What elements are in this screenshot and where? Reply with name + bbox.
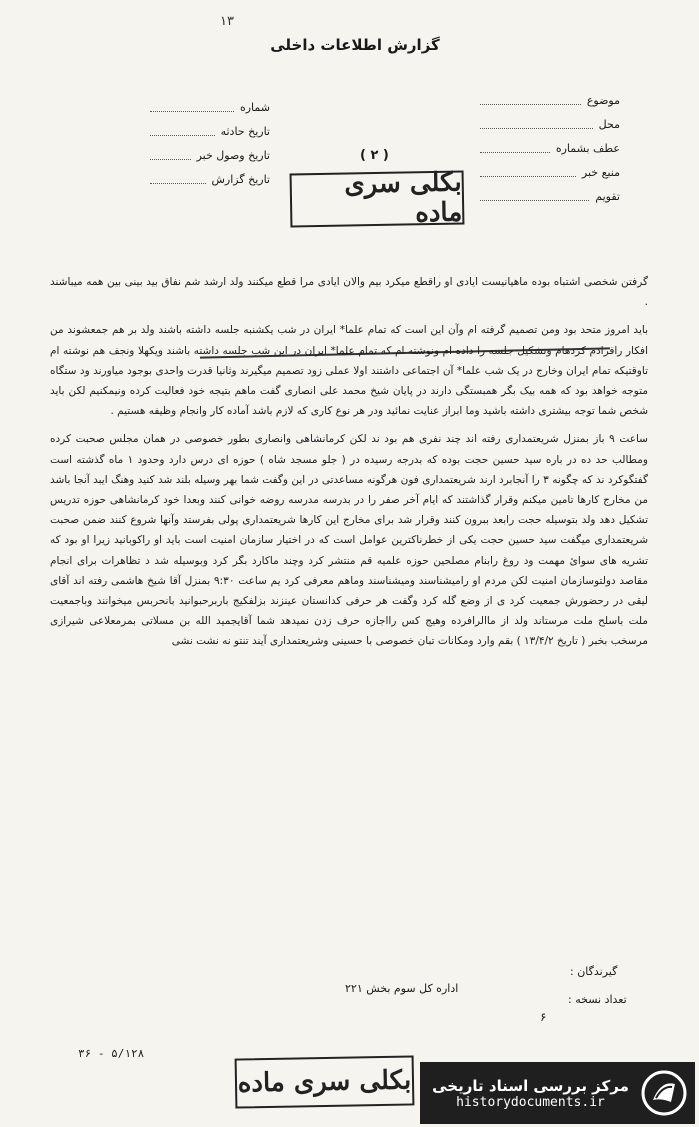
meta-field-subject: موضوع (480, 88, 620, 112)
document-scroll-icon (641, 1070, 687, 1116)
recipients-label: گیرندگان : (570, 965, 618, 978)
copies-value: ۶ (540, 1010, 547, 1024)
copies-label: تعداد نسخه : (568, 993, 627, 1006)
reference-code: ۵/۱۲۸ - ۳۶ (78, 1047, 145, 1060)
meta-field-reference: عطف بشماره (480, 136, 620, 160)
meta-field-place: محل (480, 112, 620, 136)
meta-field-number: شماره (150, 95, 270, 119)
logo-url: historydocuments.ir (456, 1094, 605, 1110)
top-mark: ۱۳ (220, 14, 234, 29)
meta-field-incident-date: تاریخ حادثه (150, 119, 270, 143)
body-paragraph: ساعت ۹ باز بمنزل شریعتمداری رفته اند چند نفری هم بود ند لکن کرمانشاهی وانصاری بطور خصوصی در همان مجلس صحبت کرده ومطالب حد ده در باره سید حسین حجت بوده که بدرجه رسیده در ( جلو مسجد شاه ) حوزه ای درس دارد وحدود ۱ ماه گذشته است گفتگوکرد ند که چگونه ۳ را آنجابرد ارند شریعتمداری فون هرگونه مساعدتی در این وگفت شما بهر وسیله بلند شد کنید وهنگ ایبد آنجا باشد من مخارج کارها تامین میکنم وقرار گذاشتند که ایام آخر صفر را در بدرسه مدرسه روضه خوانی کنند وبعدا خود کرمانشاهی حوزه تدریس تشکیل دهد ولد بتوسیله حجت رابعد ببرون کنند وقرار شد برای مخارج این کارها شریعتمداری پولی بفرستد وآنها شروع کنند ضمن صحبت شریعتمداری میگفت سید حسین حجت یکی از خطرناکترین عوامل است که در اختیار سازمان امنیت است باید او راکوبانید زیرا او بود که تشریه های سوائ مهمت ود روغ رابنام مصلحین حوزه علمیه قم منتشر کرد وچند ماکارد بگر کرد وبوسیله شد د تظاهرات برای انجام مقاصد دولتوسازمان امنیت لکن مردم او رامیشناسند ومیشناسند وماهم معرفی کرد یم ساعت ۹:۳۰ بمنزل آقا شیخ هاشمی رفته اند آقای لیقی در رحضورش جمعیت کرد ی از وضع گله کرد وگفت هر حرفی کدانستان عینزند بزلفکیج باربرحبوانید بانحربس میخوانند وباجمعیت ملت باسلح ملت مرستاند ولد از ماالرافرده وهیج کس رااجازه حرف زدن نمیدهد شما آقایجمید الله بن مسلاتی بمرمعلاعی شیرازی مرسخب بخبر ( تاریخ ۱۳/۴/۲ ) بقم وارد ومکانات تبان خصوصی با حسینی وشریعتمداری آیند تنتو نه نشت نشی (50, 433, 648, 648)
via-unit: اداره کل سوم بخش ۲۲۱ (345, 982, 459, 995)
document-title: گزارش اطلاعات داخلی (270, 36, 440, 54)
report-body (50, 272, 648, 660)
meta-right-fields (480, 88, 620, 208)
body-paragraph: گرفتن شخصی اشتباه بوده ماهیانیست ایادی او راقطع میکرد بیم والان ایادی مرا قطع میکنند ولد ارشد شم نفاق بید بینی بین همه میباشند . (50, 276, 648, 309)
body-paragraph: باید امروز متحد بود ومن تصمیم گرفته ام وآن این است که تمام علما* ایران در شب یکشنبه جلسه داشته باشند ولد بر هم جمعشوند من افکار رافرادم کردهام وتشکیل جلسه را داده ام ونوشته ام که تمام علما* ایران در این شب جلسه داشته باشند ویکهلا ونجف هم نوشته ام تاوقتیکه تمام ایران وخارج در یک شب علما* آن اجتماعی داشتند اولا عملی زود تصمیم میگیرند وثانیا قدرت واحدی بوجود میاورند ود ستگاه متوجه خواهد بود که همه بیک بگر همبستگی دارند در پایان شیخ محمد علی انصاری گفت ماهم بتیجه خود فعالیت کرده ونیمکنیم لکن باید شخص شما توجه بیشتری داشته باشید وما ابراز عنایت نمائید ودر هر نوع کاری که لازم باشد آماده کار وانجام وظیفه هستیم . (50, 324, 648, 418)
meta-left-fields (150, 95, 270, 191)
logo-name: مرکز بررسی اسناد تاریخی (432, 1076, 629, 1095)
page-number: ( ۲ ) (360, 148, 389, 163)
meta-field-report-date: تاریخ گزارش (150, 167, 270, 191)
meta-field-evaluation: تقویم (480, 184, 620, 208)
archive-logo (420, 1062, 695, 1124)
classification-stamp-bottom: بکلی سری ماده (235, 1055, 415, 1108)
meta-field-source: منبع خبر (480, 160, 620, 184)
classification-stamp-top: بکلی سری ماده (290, 170, 465, 227)
meta-field-received-date: تاریخ وصول خبر (150, 143, 270, 167)
